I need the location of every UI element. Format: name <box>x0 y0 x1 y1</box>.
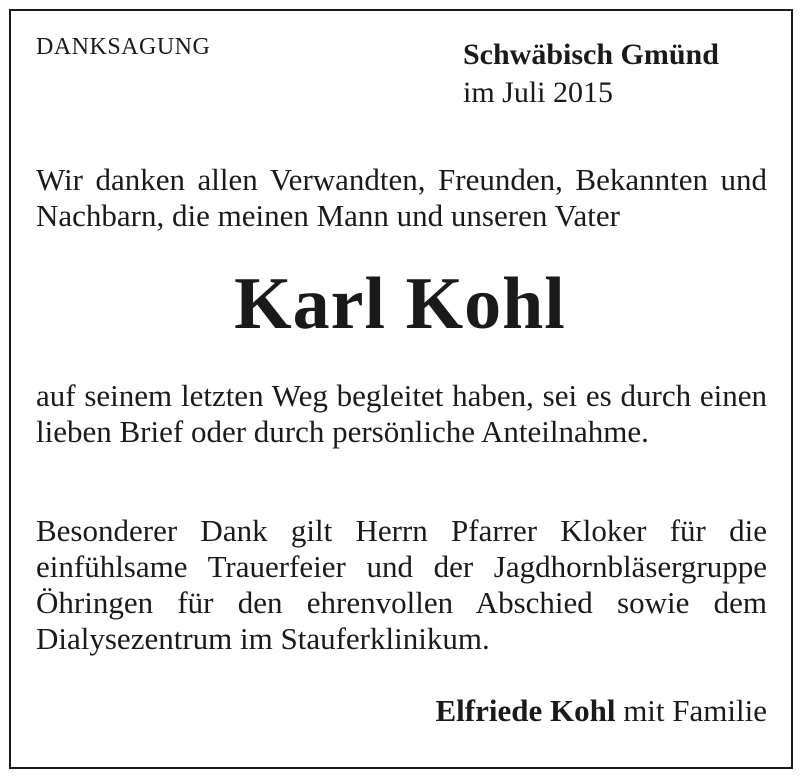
special-thanks-paragraph: Besonderer Dank gilt Herrn Pfarrer Kloker für die einfühlsame Trauerfeier und der Jagdhornbläsergruppe Öhringen für den ehrenvollen Abschied sowie dem Dialysezentrum im Stauferklinikum. <box>36 513 767 656</box>
signature-suffix: mit Familie <box>623 693 767 728</box>
thanks-paragraph: auf seinem letzten Weg begleitet haben, sei es durch einen lieben Brief oder durch persönliche Anteilnahme. <box>36 378 767 449</box>
intro-paragraph: Wir danken allen Verwandten, Freunden, Bekannten und Nachbarn, die meinen Mann und unseren Vater <box>36 162 767 233</box>
signature <box>435 693 767 729</box>
notice-date: im Juli 2015 <box>463 76 614 109</box>
place-name: Schwäbisch Gmünd <box>463 38 719 71</box>
signature-name: Elfriede Kohl <box>435 693 616 728</box>
notice-label: DANKSAGUNG <box>36 34 211 60</box>
place-date-block <box>463 36 719 112</box>
deceased-name: Karl Kohl <box>234 263 566 345</box>
